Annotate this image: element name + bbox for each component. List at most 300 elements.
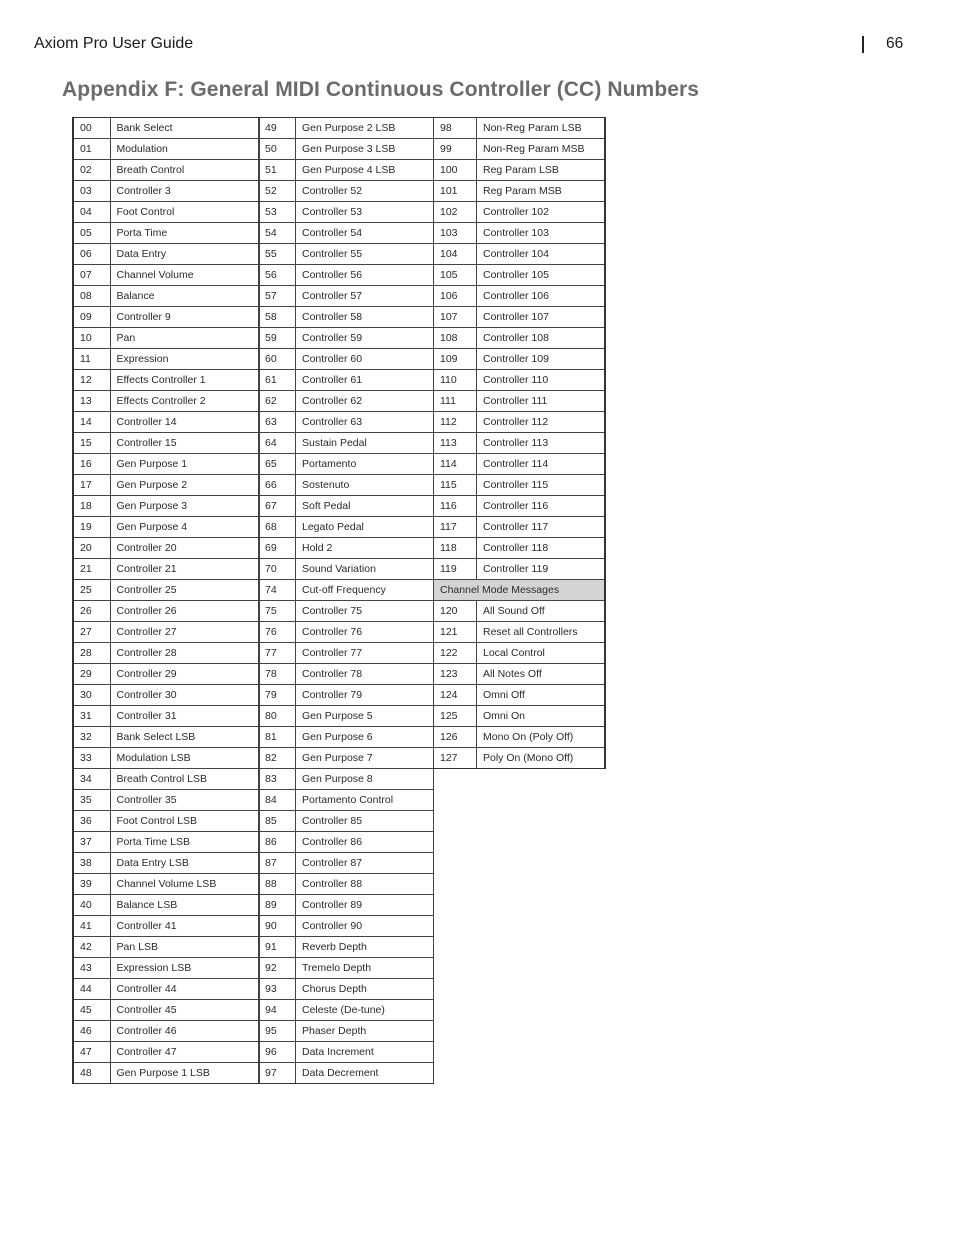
cc-number: 09 (73, 307, 110, 328)
table-row (73, 454, 259, 475)
cc-name: Bank Select (110, 118, 259, 139)
cc-number: 20 (73, 538, 110, 559)
table-row (434, 748, 605, 769)
table-row (259, 370, 434, 391)
table-row (259, 622, 434, 643)
table-row (259, 181, 434, 202)
cc-name: Controller 88 (296, 874, 434, 895)
table-row (259, 580, 434, 601)
cc-number: 25 (73, 580, 110, 601)
table-row (259, 853, 434, 874)
cc-name: Controller 41 (110, 916, 259, 937)
cc-name: Reg Param MSB (477, 181, 605, 202)
table-row (259, 118, 434, 139)
cc-number: 116 (434, 496, 477, 517)
cc-name: Gen Purpose 3 (110, 496, 259, 517)
table-row (73, 517, 259, 538)
cc-number: 56 (259, 265, 296, 286)
cc-name: Controller 60 (296, 349, 434, 370)
cc-name: Cut-off Frequency (296, 580, 434, 601)
cc-number: 123 (434, 664, 477, 685)
cc-name: Controller 46 (110, 1021, 259, 1042)
table-row (73, 853, 259, 874)
cc-name: Controller 113 (477, 433, 605, 454)
table-row (73, 874, 259, 895)
cc-table-column-3 (433, 117, 606, 769)
table-row (73, 1021, 259, 1042)
header-divider (862, 36, 864, 53)
cc-number: 46 (73, 1021, 110, 1042)
cc-name: Controller 30 (110, 685, 259, 706)
cc-number: 37 (73, 832, 110, 853)
cc-number: 100 (434, 160, 477, 181)
cc-name: Controller 102 (477, 202, 605, 223)
table-row (73, 643, 259, 664)
cc-name: Bank Select LSB (110, 727, 259, 748)
table-row (73, 349, 259, 370)
cc-number: 39 (73, 874, 110, 895)
cc-number: 53 (259, 202, 296, 223)
cc-name: Non-Reg Param LSB (477, 118, 605, 139)
table-row (434, 202, 605, 223)
cc-number: 112 (434, 412, 477, 433)
cc-number: 30 (73, 685, 110, 706)
cc-name: Controller 78 (296, 664, 434, 685)
cc-number: 60 (259, 349, 296, 370)
cc-number: 114 (434, 454, 477, 475)
table-row (73, 160, 259, 181)
cc-name: Controller 56 (296, 265, 434, 286)
table-row (259, 517, 434, 538)
cc-name: Controller 90 (296, 916, 434, 937)
cc-number: 49 (259, 118, 296, 139)
cc-number: 125 (434, 706, 477, 727)
cc-name: Non-Reg Param MSB (477, 139, 605, 160)
cc-number: 61 (259, 370, 296, 391)
cc-name: Controller 21 (110, 559, 259, 580)
cc-number: 101 (434, 181, 477, 202)
cc-number: 80 (259, 706, 296, 727)
cc-number: 124 (434, 685, 477, 706)
cc-name: Controller 86 (296, 832, 434, 853)
table-row (434, 181, 605, 202)
cc-name: Effects Controller 2 (110, 391, 259, 412)
table-row (73, 202, 259, 223)
cc-number: 79 (259, 685, 296, 706)
table-row (434, 412, 605, 433)
cc-name: Breath Control LSB (110, 769, 259, 790)
cc-number: 86 (259, 832, 296, 853)
cc-name: Controller 79 (296, 685, 434, 706)
table-row (434, 685, 605, 706)
cc-name: Controller 9 (110, 307, 259, 328)
table-row (434, 433, 605, 454)
cc-name: Controller 75 (296, 601, 434, 622)
table-row (73, 622, 259, 643)
cc-name: Controller 118 (477, 538, 605, 559)
cc-name: Reg Param LSB (477, 160, 605, 181)
table-row (73, 895, 259, 916)
cc-name: Controller 55 (296, 244, 434, 265)
cc-number: 110 (434, 370, 477, 391)
table-row (73, 265, 259, 286)
table-row (259, 454, 434, 475)
cc-number: 96 (259, 1042, 296, 1063)
cc-name: Porta Time (110, 223, 259, 244)
cc-number: 113 (434, 433, 477, 454)
cc-number: 120 (434, 601, 477, 622)
cc-number: 41 (73, 916, 110, 937)
cc-name: Controller 47 (110, 1042, 259, 1063)
cc-name: Channel Volume LSB (110, 874, 259, 895)
cc-name: Mono On (Poly Off) (477, 727, 605, 748)
cc-number: 55 (259, 244, 296, 265)
cc-name: Tremelo Depth (296, 958, 434, 979)
cc-number: 16 (73, 454, 110, 475)
cc-table-column-1 (72, 117, 260, 1084)
table-row (259, 916, 434, 937)
cc-name: Gen Purpose 2 (110, 475, 259, 496)
cc-number: 28 (73, 643, 110, 664)
cc-name: Controller 52 (296, 181, 434, 202)
table-row (73, 1042, 259, 1063)
cc-name: Controller 117 (477, 517, 605, 538)
cc-number: 02 (73, 160, 110, 181)
table-row (73, 685, 259, 706)
cc-name: Local Control (477, 643, 605, 664)
cc-name: Data Increment (296, 1042, 434, 1063)
table-row (259, 979, 434, 1000)
cc-number: 35 (73, 790, 110, 811)
cc-name: Omni Off (477, 685, 605, 706)
table-row (259, 895, 434, 916)
table-row (434, 538, 605, 559)
table-row (73, 664, 259, 685)
cc-name: Controller 114 (477, 454, 605, 475)
table-row (73, 496, 259, 517)
table-row (259, 643, 434, 664)
table-row (434, 328, 605, 349)
cc-number: 103 (434, 223, 477, 244)
cc-number: 88 (259, 874, 296, 895)
cc-number: 95 (259, 1021, 296, 1042)
table-row (259, 937, 434, 958)
table-row (259, 139, 434, 160)
table-row (434, 475, 605, 496)
cc-number: 76 (259, 622, 296, 643)
table-row (259, 244, 434, 265)
cc-number: 33 (73, 748, 110, 769)
cc-name: Controller 89 (296, 895, 434, 916)
cc-number: 19 (73, 517, 110, 538)
cc-name: Controller 85 (296, 811, 434, 832)
cc-number: 82 (259, 748, 296, 769)
table-row (434, 454, 605, 475)
cc-number: 92 (259, 958, 296, 979)
table-row (73, 244, 259, 265)
table-row (259, 559, 434, 580)
cc-name: Gen Purpose 3 LSB (296, 139, 434, 160)
cc-name: Controller 103 (477, 223, 605, 244)
cc-number: 75 (259, 601, 296, 622)
table-row (434, 559, 605, 580)
cc-name: Hold 2 (296, 538, 434, 559)
cc-name: Controller 115 (477, 475, 605, 496)
table-row (259, 1000, 434, 1021)
table-row (73, 979, 259, 1000)
cc-name: All Sound Off (477, 601, 605, 622)
table-row (259, 1042, 434, 1063)
cc-name: Channel Volume (110, 265, 259, 286)
cc-name: Data Entry LSB (110, 853, 259, 874)
cc-name: Balance LSB (110, 895, 259, 916)
cc-number: 109 (434, 349, 477, 370)
cc-number: 50 (259, 139, 296, 160)
cc-number: 102 (434, 202, 477, 223)
table-row (434, 391, 605, 412)
cc-name: Controller 77 (296, 643, 434, 664)
cc-name: Controller 76 (296, 622, 434, 643)
table-row (434, 160, 605, 181)
table-row (434, 307, 605, 328)
table-row (73, 139, 259, 160)
cc-name: Controller 26 (110, 601, 259, 622)
cc-number: 87 (259, 853, 296, 874)
table-row (259, 832, 434, 853)
table-row (259, 496, 434, 517)
cc-number: 66 (259, 475, 296, 496)
cc-name: Controller 28 (110, 643, 259, 664)
cc-name: Controller 112 (477, 412, 605, 433)
table-row (434, 622, 605, 643)
cc-number: 106 (434, 286, 477, 307)
cc-name: Foot Control (110, 202, 259, 223)
cc-number: 08 (73, 286, 110, 307)
cc-number: 90 (259, 916, 296, 937)
section-row (434, 580, 605, 601)
table-row (259, 202, 434, 223)
cc-name: Foot Control LSB (110, 811, 259, 832)
table-row (434, 601, 605, 622)
cc-name: Controller 61 (296, 370, 434, 391)
cc-name: Controller 53 (296, 202, 434, 223)
cc-number: 121 (434, 622, 477, 643)
cc-number: 04 (73, 202, 110, 223)
table-row (434, 265, 605, 286)
table-row (434, 244, 605, 265)
cc-name: Controller 87 (296, 853, 434, 874)
table-row (73, 370, 259, 391)
cc-name: Controller 116 (477, 496, 605, 517)
cc-name: Controller 58 (296, 307, 434, 328)
cc-number: 45 (73, 1000, 110, 1021)
cc-number: 62 (259, 391, 296, 412)
cc-number: 67 (259, 496, 296, 517)
cc-number: 115 (434, 475, 477, 496)
cc-number: 69 (259, 538, 296, 559)
cc-number: 59 (259, 328, 296, 349)
cc-name: Gen Purpose 1 LSB (110, 1063, 259, 1084)
cc-name: Controller 57 (296, 286, 434, 307)
cc-name: Poly On (Mono Off) (477, 748, 605, 769)
table-row (259, 1021, 434, 1042)
cc-number: 107 (434, 307, 477, 328)
cc-name: Controller 25 (110, 580, 259, 601)
cc-number: 00 (73, 118, 110, 139)
cc-number: 54 (259, 223, 296, 244)
table-row (259, 475, 434, 496)
cc-number: 11 (73, 349, 110, 370)
cc-name: Effects Controller 1 (110, 370, 259, 391)
cc-name: Gen Purpose 5 (296, 706, 434, 727)
table-row (434, 349, 605, 370)
table-row (434, 223, 605, 244)
cc-number: 31 (73, 706, 110, 727)
table-row (73, 706, 259, 727)
table-row (259, 958, 434, 979)
cc-number: 70 (259, 559, 296, 580)
cc-name: Gen Purpose 2 LSB (296, 118, 434, 139)
cc-number: 32 (73, 727, 110, 748)
cc-name: Controller 62 (296, 391, 434, 412)
table-row (434, 139, 605, 160)
table-row (259, 433, 434, 454)
table-row (259, 664, 434, 685)
table-row (73, 286, 259, 307)
table-row (73, 475, 259, 496)
cc-number: 111 (434, 391, 477, 412)
cc-name: Legato Pedal (296, 517, 434, 538)
cc-number: 65 (259, 454, 296, 475)
table-row (73, 307, 259, 328)
table-row (73, 727, 259, 748)
cc-name: Reset all Controllers (477, 622, 605, 643)
cc-name: Portamento Control (296, 790, 434, 811)
cc-number: 91 (259, 937, 296, 958)
cc-name: Controller 108 (477, 328, 605, 349)
cc-number: 26 (73, 601, 110, 622)
table-row (73, 580, 259, 601)
cc-name: Controller 59 (296, 328, 434, 349)
table-row (73, 601, 259, 622)
cc-number: 104 (434, 244, 477, 265)
cc-name: Controller 44 (110, 979, 259, 1000)
table-row (73, 1063, 259, 1084)
cc-number: 93 (259, 979, 296, 1000)
table-row (259, 349, 434, 370)
cc-name: Sostenuto (296, 475, 434, 496)
table-row (434, 727, 605, 748)
cc-number: 84 (259, 790, 296, 811)
cc-number: 42 (73, 937, 110, 958)
table-row (259, 412, 434, 433)
document-title: Axiom Pro User Guide (34, 35, 194, 52)
cc-number: 89 (259, 895, 296, 916)
table-row (259, 1063, 434, 1084)
cc-number: 78 (259, 664, 296, 685)
cc-name: Pan (110, 328, 259, 349)
cc-number: 64 (259, 433, 296, 454)
cc-number: 43 (73, 958, 110, 979)
cc-number: 12 (73, 370, 110, 391)
table-row (73, 832, 259, 853)
cc-name: Controller 104 (477, 244, 605, 265)
cc-number: 10 (73, 328, 110, 349)
table-row (73, 433, 259, 454)
cc-name: Sustain Pedal (296, 433, 434, 454)
cc-number: 52 (259, 181, 296, 202)
cc-number: 13 (73, 391, 110, 412)
table-row (73, 790, 259, 811)
cc-name: Gen Purpose 6 (296, 727, 434, 748)
table-row (259, 727, 434, 748)
cc-number: 118 (434, 538, 477, 559)
cc-name: Controller 119 (477, 559, 605, 580)
table-row (73, 391, 259, 412)
table-row (259, 265, 434, 286)
cc-name: Modulation (110, 139, 259, 160)
cc-name: Controller 105 (477, 265, 605, 286)
table-row (73, 811, 259, 832)
cc-name: Controller 63 (296, 412, 434, 433)
cc-name: All Notes Off (477, 664, 605, 685)
cc-name: Phaser Depth (296, 1021, 434, 1042)
cc-name: Sound Variation (296, 559, 434, 580)
cc-number: 58 (259, 307, 296, 328)
table-row (259, 601, 434, 622)
cc-number: 85 (259, 811, 296, 832)
cc-number: 34 (73, 769, 110, 790)
cc-number: 36 (73, 811, 110, 832)
cc-name: Controller 107 (477, 307, 605, 328)
cc-name: Breath Control (110, 160, 259, 181)
section-label: Channel Mode Messages (434, 580, 605, 601)
cc-number: 98 (434, 118, 477, 139)
cc-name: Controller 29 (110, 664, 259, 685)
cc-number: 03 (73, 181, 110, 202)
cc-number: 06 (73, 244, 110, 265)
cc-number: 81 (259, 727, 296, 748)
cc-number: 97 (259, 1063, 296, 1084)
table-row (73, 181, 259, 202)
cc-name: Gen Purpose 4 LSB (296, 160, 434, 181)
table-row (73, 559, 259, 580)
cc-name: Gen Purpose 7 (296, 748, 434, 769)
table-row (73, 223, 259, 244)
cc-number: 15 (73, 433, 110, 454)
cc-number: 57 (259, 286, 296, 307)
cc-name: Gen Purpose 4 (110, 517, 259, 538)
cc-name: Celeste (De-tune) (296, 1000, 434, 1021)
cc-number: 38 (73, 853, 110, 874)
table-row (259, 391, 434, 412)
cc-number: 68 (259, 517, 296, 538)
cc-name: Expression (110, 349, 259, 370)
cc-name: Controller 110 (477, 370, 605, 391)
cc-number: 83 (259, 769, 296, 790)
table-row (434, 370, 605, 391)
cc-name: Controller 15 (110, 433, 259, 454)
cc-number: 99 (434, 139, 477, 160)
table-row (434, 517, 605, 538)
cc-number: 77 (259, 643, 296, 664)
table-row (73, 937, 259, 958)
cc-number: 07 (73, 265, 110, 286)
cc-number: 117 (434, 517, 477, 538)
cc-number: 29 (73, 664, 110, 685)
table-row (259, 160, 434, 181)
cc-name: Controller 109 (477, 349, 605, 370)
